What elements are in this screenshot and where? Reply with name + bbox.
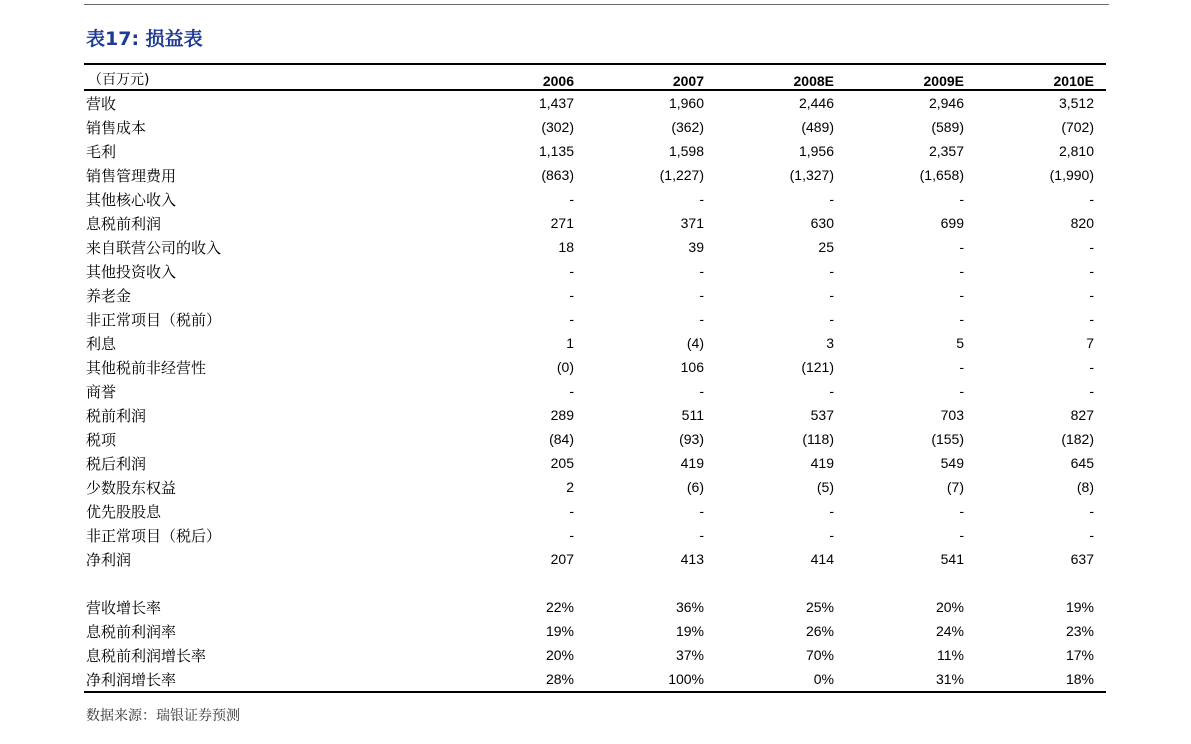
table-row [84, 235, 1106, 259]
header-unit: （百万元) [84, 64, 456, 90]
table-row [84, 90, 1106, 115]
cell-value: - [699, 287, 704, 303]
row-label: 毛利 [86, 142, 117, 161]
cell-value: 205 [550, 455, 574, 471]
cell-value: - [569, 263, 574, 279]
cell-value: 414 [810, 551, 834, 567]
cell-value: - [829, 311, 834, 327]
cell-value: (1,327) [789, 167, 834, 183]
cell-value: - [959, 239, 964, 255]
cell-value: - [959, 287, 964, 303]
cell-value: 2,810 [1058, 143, 1094, 159]
table-row [84, 595, 1106, 619]
cell-value: - [959, 191, 964, 207]
row-label: 税后利润 [86, 454, 147, 473]
row-label: 非正常项目（税后） [86, 526, 222, 545]
cell-value: - [569, 527, 574, 543]
table-row [84, 259, 1106, 283]
table-row [84, 187, 1106, 211]
row-label: 商誉 [86, 382, 117, 401]
cell-value: (4) [686, 335, 704, 351]
cell-value: - [569, 311, 574, 327]
cell-value: - [1089, 527, 1094, 543]
table-row [84, 523, 1106, 547]
table-title: 表17: 损益表 [86, 28, 203, 50]
income-statement-table [84, 63, 1106, 693]
cell-value: 2,446 [798, 95, 834, 111]
cell-value: 549 [940, 455, 964, 471]
row-label: 非正常项目（税前） [86, 310, 222, 329]
cell-value: - [1089, 287, 1094, 303]
row-label: 税项 [86, 430, 117, 449]
table-header-row [84, 64, 1106, 90]
cell-value: - [959, 383, 964, 399]
header-year-2006: 2006 [456, 64, 586, 90]
table-row [84, 139, 1106, 163]
row-label: 其他投资收入 [86, 262, 177, 281]
cell-value: (1,990) [1049, 167, 1094, 183]
cell-value: 419 [810, 455, 834, 471]
cell-value: 3 [826, 335, 834, 351]
row-label: 其他税前非经营性 [86, 358, 207, 377]
cell-value: (362) [671, 119, 704, 135]
cell-value: 22% [545, 599, 574, 615]
cell-value: - [829, 383, 834, 399]
cell-value: 0% [716, 667, 846, 692]
cell-value: (0) [556, 359, 574, 375]
cell-value: - [1089, 383, 1094, 399]
cell-value: (155) [931, 431, 964, 447]
cell-value: - [959, 527, 964, 543]
cell-value: - [1089, 359, 1094, 375]
table-row [84, 403, 1106, 427]
top-divider [84, 4, 1109, 5]
cell-value: - [1089, 263, 1094, 279]
cell-value: 413 [680, 551, 704, 567]
cell-value: 28% [456, 667, 586, 692]
cell-value: - [959, 263, 964, 279]
cell-value: (182) [1061, 431, 1094, 447]
row-label: 利息 [86, 334, 117, 353]
cell-value: (8) [1076, 479, 1094, 495]
table-row [84, 355, 1106, 379]
row-label: 税前利润 [86, 406, 147, 425]
table-row [84, 619, 1106, 643]
cell-value: 1,598 [668, 143, 704, 159]
header-year-2009e: 2009E [846, 64, 976, 90]
cell-value: 31% [846, 667, 976, 692]
header-year-2008e: 2008E [716, 64, 846, 90]
cell-value: (702) [1061, 119, 1094, 135]
cell-value: 70% [805, 647, 834, 663]
cell-value: 630 [810, 215, 834, 231]
spacer-row [84, 571, 1106, 595]
row-label: 净利润 [86, 550, 132, 569]
cell-value: - [699, 263, 704, 279]
cell-value: 703 [940, 407, 964, 423]
cell-value: - [1089, 503, 1094, 519]
cell-value: 2 [566, 479, 574, 495]
cell-value: 1,135 [538, 143, 574, 159]
cell-value: (118) [802, 431, 834, 447]
cell-value: 419 [680, 455, 704, 471]
cell-value: 820 [1070, 215, 1094, 231]
cell-value: 3,512 [1058, 95, 1094, 111]
table-row [84, 547, 1106, 571]
cell-value: 1,956 [798, 143, 834, 159]
cell-value: 26% [805, 623, 834, 639]
table-row [84, 211, 1106, 235]
cell-value: 7 [1086, 335, 1094, 351]
cell-value: (93) [679, 431, 704, 447]
cell-value: (7) [946, 479, 964, 495]
cell-value: - [699, 311, 704, 327]
cell-value: 1 [566, 335, 574, 351]
header-year-2007: 2007 [586, 64, 716, 90]
cell-value: - [829, 503, 834, 519]
row-label: 少数股东权益 [86, 478, 177, 497]
row-label: 息税前利润率 [86, 622, 177, 641]
row-label: 息税前利润增长率 [86, 646, 207, 665]
cell-value: 645 [1070, 455, 1094, 471]
cell-value: 2,946 [928, 95, 964, 111]
cell-value: (489) [801, 119, 834, 135]
cell-value: 11% [937, 647, 964, 663]
cell-value: 36% [675, 599, 704, 615]
cell-value: 541 [940, 551, 964, 567]
cell-value: 18 [558, 239, 574, 255]
cell-value: (1,227) [659, 167, 704, 183]
cell-value: - [569, 503, 574, 519]
cell-value: 19% [545, 623, 574, 639]
row-label: 来自联营公司的收入 [86, 238, 222, 257]
cell-value: 24% [935, 623, 964, 639]
cell-value: 17% [1065, 647, 1094, 663]
cell-value: - [959, 311, 964, 327]
cell-value: (84) [549, 431, 574, 447]
cell-value: (863) [541, 167, 574, 183]
cell-value: 537 [810, 407, 834, 423]
cell-value: - [699, 527, 704, 543]
table-row [84, 427, 1106, 451]
cell-value: - [829, 191, 834, 207]
table-row [84, 163, 1106, 187]
cell-value: 1,960 [668, 95, 704, 111]
cell-value: 23% [1065, 623, 1094, 639]
cell-value: 25% [805, 599, 834, 615]
cell-value: - [1089, 191, 1094, 207]
header-year-2010e: 2010E [976, 64, 1106, 90]
cell-value: (121) [801, 359, 834, 375]
cell-value: 100% [586, 667, 716, 692]
cell-value: - [699, 383, 704, 399]
row-label: 销售管理费用 [86, 166, 177, 185]
cell-value: 19% [675, 623, 704, 639]
row-label: 净利润增长率 [84, 667, 456, 692]
cell-value: 827 [1070, 407, 1094, 423]
cell-value: 371 [680, 215, 704, 231]
table-row [84, 451, 1106, 475]
cell-value: - [829, 263, 834, 279]
cell-value: - [959, 359, 964, 375]
table-row [84, 667, 1106, 692]
table-row [84, 643, 1106, 667]
cell-value: 271 [550, 215, 574, 231]
row-label: 优先股股息 [86, 502, 162, 521]
table-row [84, 115, 1106, 139]
cell-value: 5 [956, 335, 964, 351]
table-row [84, 307, 1106, 331]
row-label: 营收 [86, 94, 117, 113]
cell-value: - [1089, 239, 1094, 255]
cell-value: 699 [940, 215, 964, 231]
cell-value: - [569, 287, 574, 303]
table-row [84, 499, 1106, 523]
cell-value: - [1089, 311, 1094, 327]
cell-value: - [569, 191, 574, 207]
cell-value: 289 [550, 407, 574, 423]
cell-value: 25 [818, 239, 834, 255]
cell-value: 20% [545, 647, 574, 663]
cell-value: (5) [816, 479, 834, 495]
row-label: 息税前利润 [86, 214, 162, 233]
cell-value: 511 [681, 407, 704, 423]
cell-value: 37% [675, 647, 704, 663]
cell-value: (302) [541, 119, 574, 135]
cell-value: 2,357 [928, 143, 964, 159]
table-row [84, 475, 1106, 499]
cell-value: 19% [1065, 599, 1094, 615]
cell-value: - [829, 527, 834, 543]
cell-value: - [959, 503, 964, 519]
spacer-cell [84, 571, 1106, 595]
cell-value: 39 [688, 239, 704, 255]
cell-value: (1,658) [919, 167, 964, 183]
row-label: 销售成本 [86, 118, 147, 137]
cell-value: 106 [680, 359, 704, 375]
cell-value: - [699, 503, 704, 519]
cell-value: 1,437 [538, 95, 574, 111]
row-label: 其他核心收入 [86, 190, 177, 209]
row-label: 养老金 [86, 286, 132, 305]
cell-value: (589) [931, 119, 964, 135]
cell-value: 20% [935, 599, 964, 615]
cell-value: (6) [686, 479, 704, 495]
source-note: 数据来源：瑞银证券预测 [86, 708, 240, 724]
row-label: 营收增长率 [86, 598, 162, 617]
cell-value: - [829, 287, 834, 303]
cell-value: - [699, 191, 704, 207]
table-row [84, 331, 1106, 355]
cell-value: 637 [1070, 551, 1094, 567]
cell-value: - [569, 383, 574, 399]
table-row [84, 379, 1106, 403]
cell-value: 18% [976, 667, 1106, 692]
cell-value: 207 [550, 551, 574, 567]
table-row [84, 283, 1106, 307]
